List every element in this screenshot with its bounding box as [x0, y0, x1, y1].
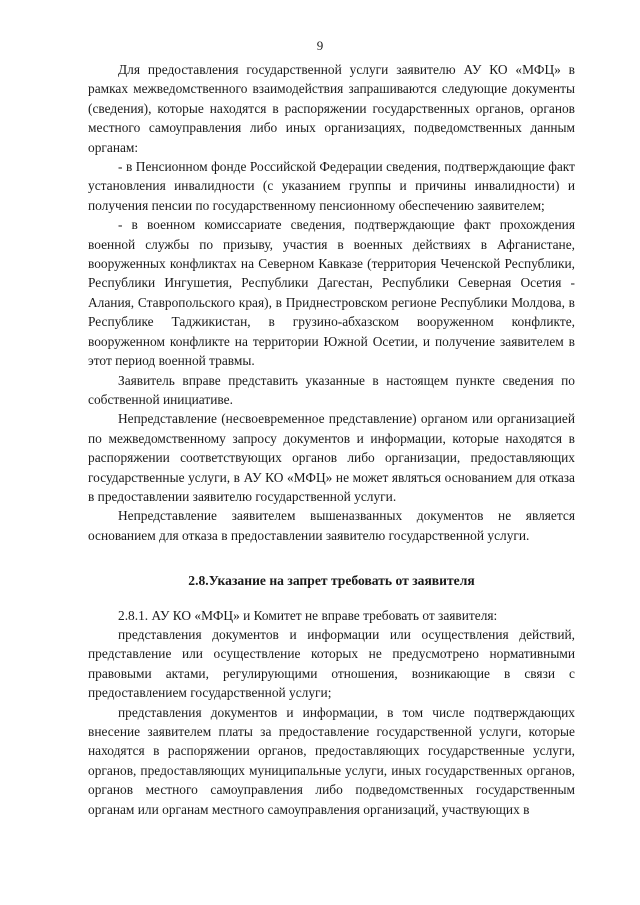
section-lead: 2.8.1. АУ КО «МФЦ» и Комитет не вправе требовать от заявителя: [118, 607, 498, 623]
paragraph-intro: Для предоставления государственной услуги заявителю АУ КО «МФЦ» в рамках межведомственного взаимодействия запрашиваются следующие документы (сведения), которые находятся в распоряжении государственных органов, органов местного самоуправления либо иных организациях, подведомственных данным органам: [88, 62, 575, 155]
document-body [88, 60, 575, 819]
paragraph-pension-fund: - в Пенсионном фонде Российской Федерации сведения, подтверждающие факт установления инвалидности (с указанием группы и причины инвалидности) и получения пенсии по государственному пенсионному обеспечению заявителем; [88, 159, 575, 213]
paragraph-non-submission-applicant: Непредставление заявителем вышеназванных документов не является основанием для отказа в предоставлении заявителю государственной услуги. [88, 508, 575, 543]
paragraph-own-initiative: Заявитель вправе представить указанные в настоящем пункте сведения по собственной инициативе. [88, 372, 575, 407]
page-number: 9 [316, 38, 324, 53]
paragraph-non-submission-agencies: Непредставление (несвоевременное представление) органом или организацией по межведомственному запросу документов и информации, которые находятся в распоряжении соответствующих органов либо организации, предоставляющих государственные услуги, в АУ КО «МФЦ» не может являться основанием для отказа в предоставлении заявителю государственной услуги. [88, 411, 575, 504]
section-item: представления документов и информации, в том числе подтверждающих внесение заявителем платы за предоставление государственной услуги, которые находятся в распоряжении органов, предоставляющих государственные услуги, органов, предоставляющих муниципальные услуги, иных государственных органов, органов местного самоуправления либо подведомственных государственным органам или органам местного самоуправления организаций, участвующих в [88, 704, 575, 817]
section-heading: 2.8.Указание на запрет требовать от заявителя [188, 573, 475, 589]
paragraph-military-commissariat: - в военном комиссариате сведения, подтверждающие факт прохождения военной службы по призыву, участия в военных действиях в Афганистане, вооруженных конфликтах на Северном Кавказе (территория Чеченской Республики, Республики Ингушетия, Республики Дагестан, Республики Северная Осетия - Алания, Ставропольского края), в Приднестровском регионе Республики Молдова, в Республике Таджикистан, в грузино-абхазском вооруженном конфликте, вооруженном конфликте на территории Южной Осетии, и получение заявителем в этот период военной травмы. [88, 217, 575, 369]
section-item: представления документов и информации или осуществления действий, представление или осуществление которых не предусмотрено нормативными правовыми актами, регулирующими отношения, возникающие в связи с предоставлением государственной услуги; [88, 626, 575, 701]
